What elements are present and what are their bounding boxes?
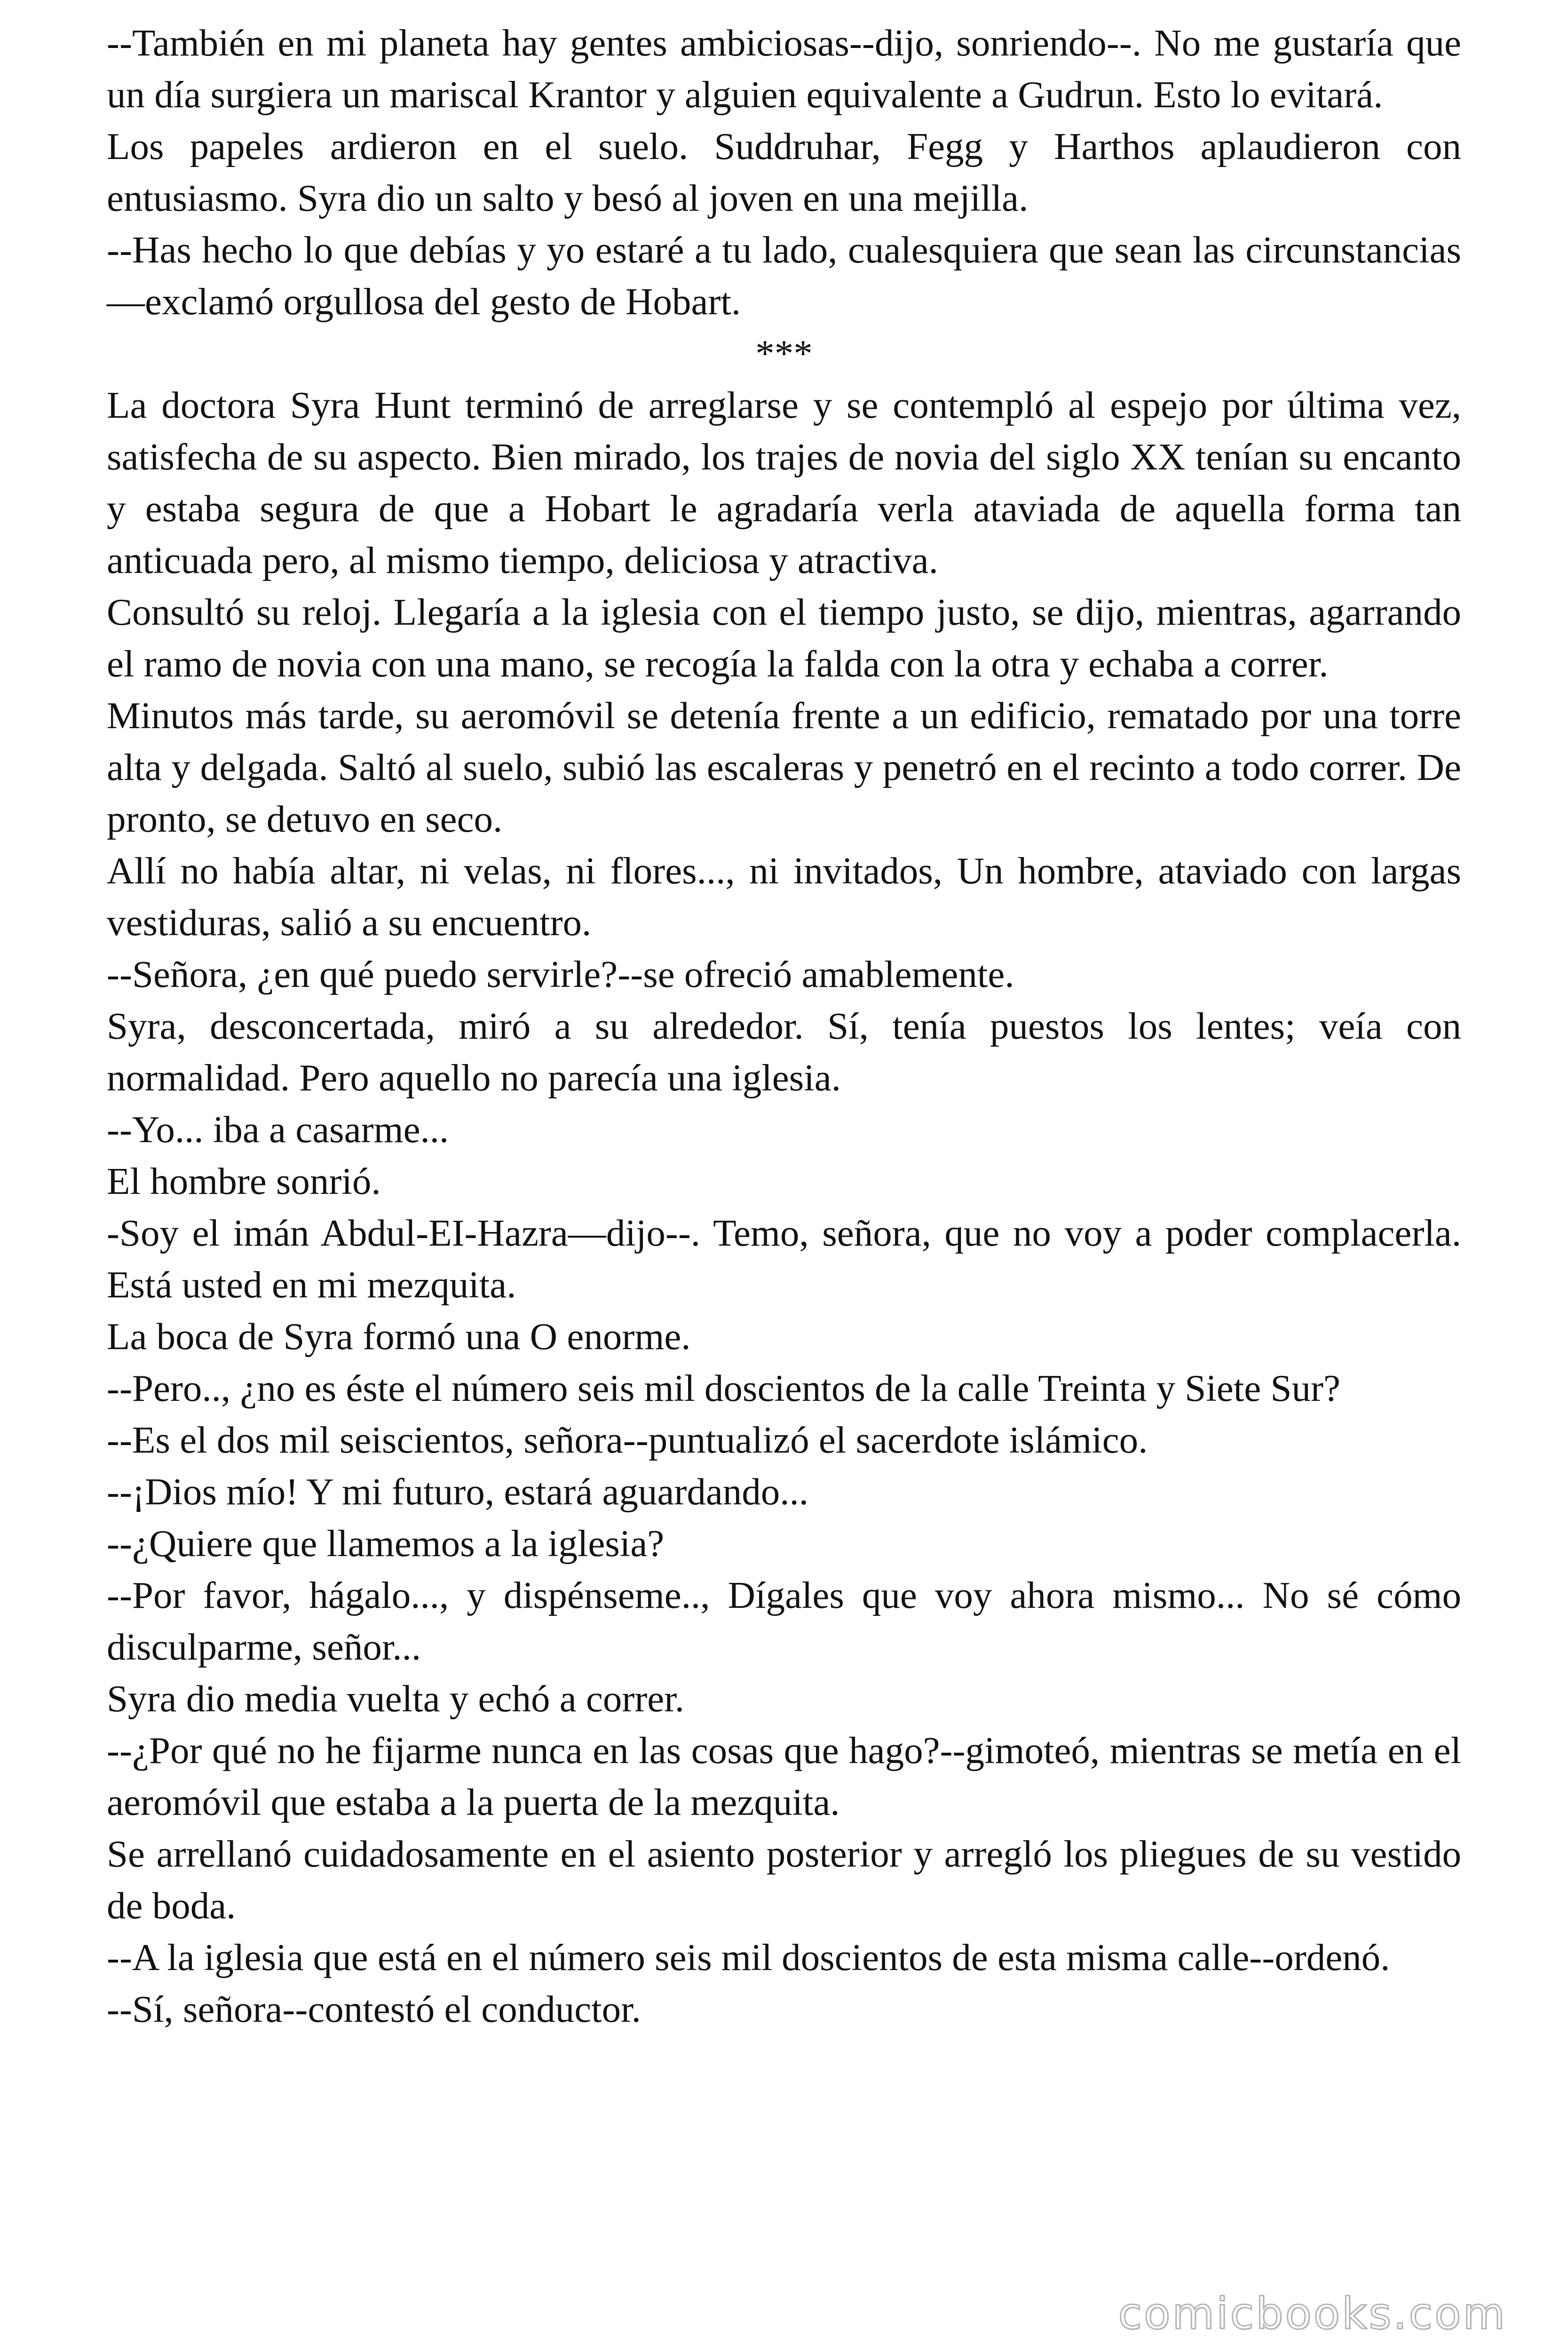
paragraph: Syra, desconcertada, miró a su alrededor. Sí, tenía puestos los lentes; veía con normalidad. Pero aquello no parecía una iglesia. <box>107 1005 1461 1099</box>
paragraph: --Yo... iba a casarme... <box>107 1108 449 1151</box>
paragraph: El hombre sonrió. <box>107 1160 381 1202</box>
paragraph: --Es el dos mil seiscientos, señora--puntualizó el sacerdote islámico. <box>107 1419 1148 1461</box>
paragraph: Syra dio media vuelta y echó a correr. <box>107 1677 685 1720</box>
paragraph: --Señora, ¿en qué puedo servirle?--se ofreció amablemente. <box>107 953 1014 995</box>
paragraph: --A la iglesia que está en el número seis mil doscientos de esta misma calle--ordenó. <box>107 1936 1390 1979</box>
paragraph: --Pero.., ¿no es éste el número seis mil doscientos de la calle Treinta y Siete Sur? <box>107 1367 1340 1409</box>
paragraph: Los papeles ardieron en el suelo. Suddruhar, Fegg y Harthos aplaudieron con entusiasmo. Syra dio un salto y besó al joven en una mejilla. <box>107 125 1461 219</box>
paragraph: -Soy el imán Abdul-EI-Hazra—dijo--. Temo, señora, que no voy a poder complacerla. Está usted en mi mezquita. <box>107 1212 1461 1306</box>
paragraph: --¿Quiere que llamemos a la iglesia? <box>107 1522 665 1565</box>
paragraph: La doctora Syra Hunt terminó de arreglarse y se contempló al espejo por última vez, satisfecha de su aspecto. Bien mirado, los trajes de novia del siglo XX tenían su encanto y estaba segura de que a Hobart le agradaría verla ataviada de aquella forma tan anticuada pero, al mismo tiempo, deliciosa y atractiva. <box>107 384 1461 581</box>
paragraph: --¡Dios mío! Y mi futuro, estará aguardando... <box>107 1470 809 1513</box>
section-separator: *** <box>755 332 813 374</box>
paragraph: --Por favor, hágalo..., y dispénseme.., Dígales que voy ahora mismo... No sé cómo disculparme, señor... <box>107 1574 1461 1668</box>
paragraph: Minutos más tarde, su aeromóvil se detenía frente a un edificio, rematado por una torre alta y delgada. Saltó al suelo, subió las escaleras y penetró en el recinto a todo correr. De pronto, se detuvo en seco. <box>107 694 1461 840</box>
paragraph: Allí no había altar, ni velas, ni flores..., ni invitados, Un hombre, ataviado con largas vestiduras, salió a su encuentro. <box>107 850 1461 944</box>
paragraph: --También en mi planeta hay gentes ambiciosas--dijo, sonriendo--. No me gustaría que un día surgiera un mariscal Krantor y alguien equivalente a Gudrun. Esto lo evitará. <box>107 22 1461 116</box>
paragraph: Consultó su reloj. Llegaría a la iglesia con el tiempo justo, se dijo, mientras, agarrando el ramo de novia con una mano, se recogía la falda con la otra y echaba a correr. <box>107 591 1461 685</box>
paragraph: La boca de Syra formó una O enorme. <box>107 1315 691 1358</box>
paragraph: --Sí, señora--contestó el conductor. <box>107 1988 641 2030</box>
paragraph: --Has hecho lo que debías y yo estaré a tu lado, cualesquiera que sean las circunstancias—exclamó orgullosa del gesto de Hobart. <box>107 229 1461 323</box>
paragraph: Se arrellanó cuidadosamente en el asiento posterior y arregló los pliegues de su vestido de boda. <box>107 1833 1461 1927</box>
paragraph: --¿Por qué no he fijarme nunca en las cosas que hago?--gimoteó, mientras se metía en el aeromóvil que estaba a la puerta de la mezquita. <box>107 1729 1461 1823</box>
watermark: comicbooks.com <box>1118 2288 1507 2339</box>
document-page <box>107 17 1461 2035</box>
